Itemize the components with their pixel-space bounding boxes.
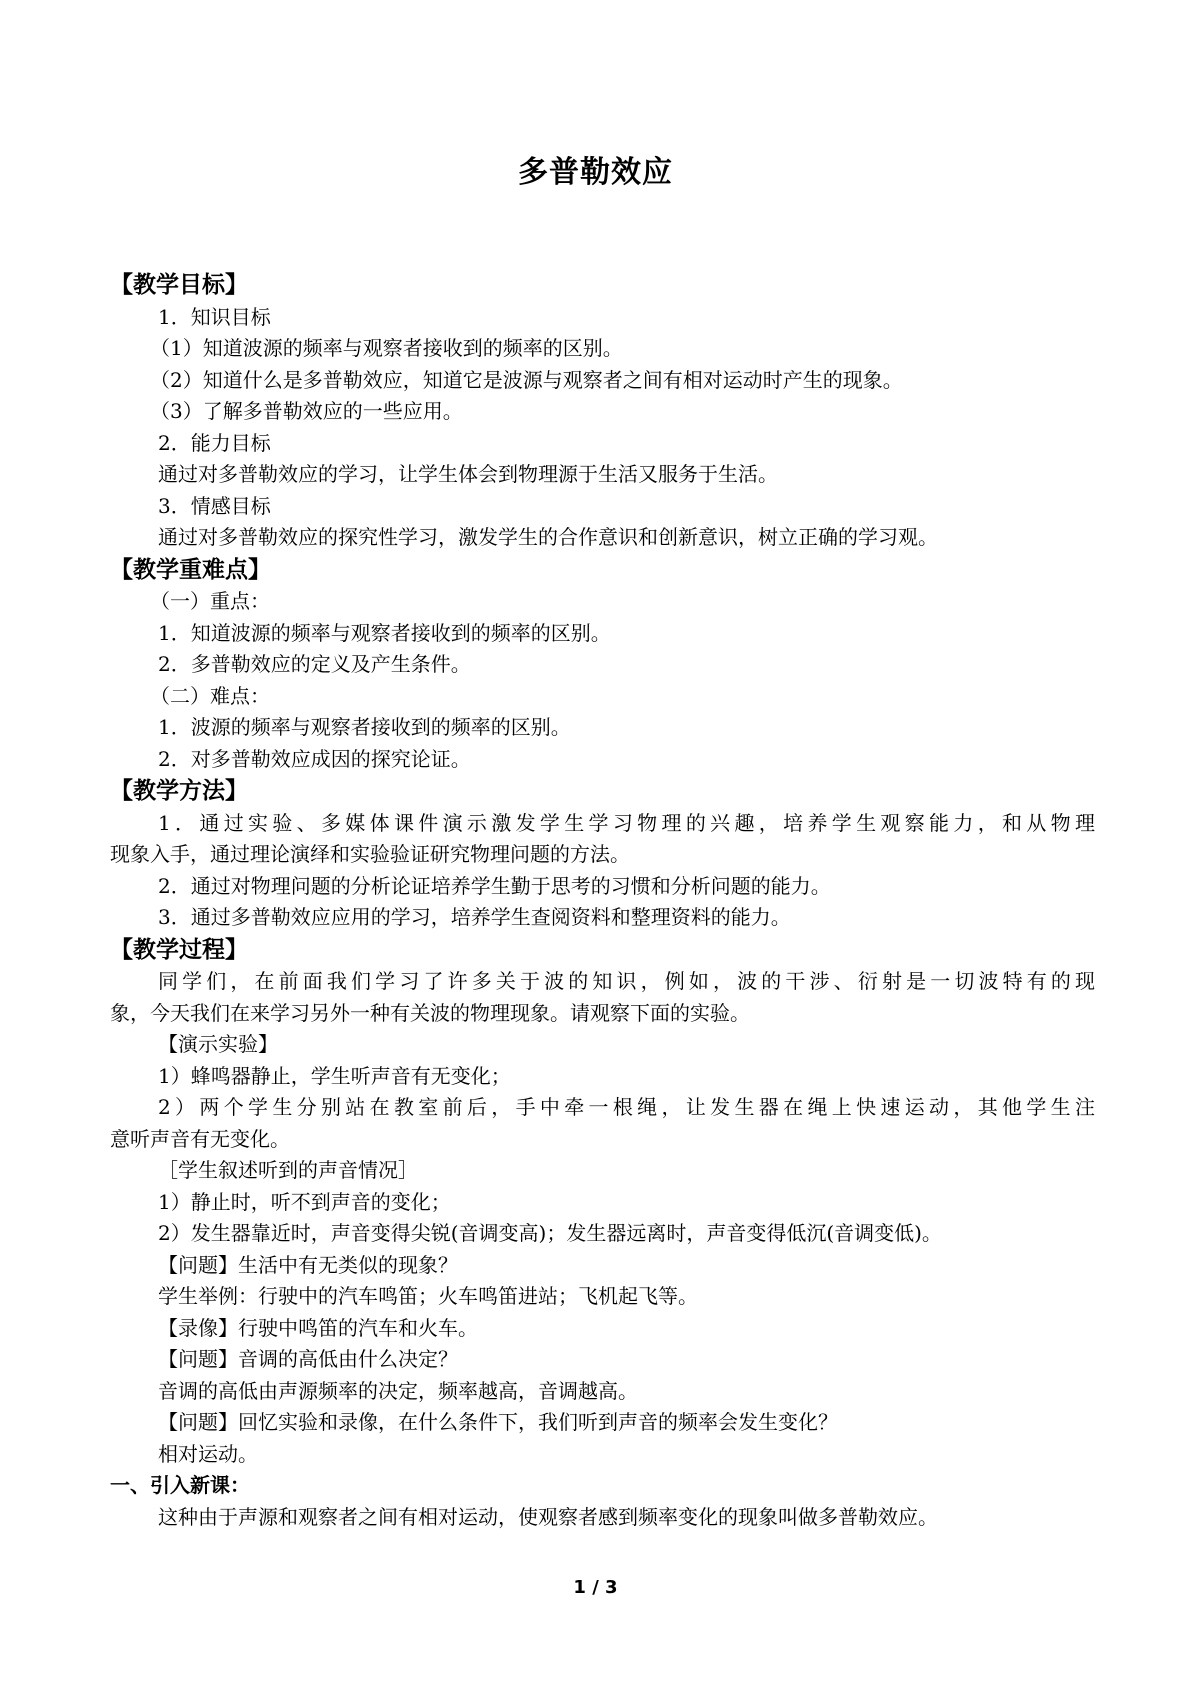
demo-step-1: 1）蜂鸣器静止，学生听声音有无变化； bbox=[158, 1063, 511, 1088]
key-point-1: 1．知道波源的频率与观察者接收到的频率的区别。 bbox=[158, 620, 611, 645]
student-description-label: ［学生叙述听到的声音情况］ bbox=[158, 1158, 418, 1182]
process-intro-line-1: 同学们，在前面我们学习了许多关于波的知识，例如，波的干涉、衍射是一切波特有的现 bbox=[158, 969, 1095, 993]
key-points-title: （一）重点： bbox=[150, 589, 270, 613]
method-3: 3．通过多普勒效应应用的学习，培养学生查阅资料和整理资料的能力。 bbox=[158, 905, 791, 929]
method-2: 2．通过对物理问题的分析论证培养学生勤于思考的习惯和分析问题的能力。 bbox=[158, 873, 831, 898]
process-intro-line-2: 象，今天我们在来学习另外一种有关波的物理现象。请观察下面的实验。 bbox=[110, 1000, 750, 1025]
answer-1: 学生举例：行驶中的汽车鸣笛；火车鸣笛进站；飞机起飞等。 bbox=[158, 1284, 698, 1308]
question-3: 【问题】回忆实验和录像，在什么条件下，我们听到声音的频率会发生变化？ bbox=[158, 1410, 838, 1434]
objective-knowledge-item-2: （2）知道什么是多普勒效应，知道它是波源与观察者之间有相对运动时产生的现象。 bbox=[150, 367, 903, 392]
section-heading-intro: 一、引入新课： bbox=[110, 1473, 250, 1497]
objective-emotion-text: 通过对多普勒效应的探究性学习，激发学生的合作意识和创新意识，树立正确的学习观。 bbox=[158, 525, 938, 549]
question-2: 【问题】音调的高低由什么决定？ bbox=[158, 1347, 458, 1371]
demo-step-2-line-2: 意听声音有无变化。 bbox=[110, 1126, 290, 1151]
section-heading-key-points: 【教学重难点】 bbox=[110, 556, 271, 583]
objective-emotion-title: 3．情感目标 bbox=[158, 493, 271, 518]
difficult-point-1: 1．波源的频率与观察者接收到的频率的区别。 bbox=[158, 715, 571, 739]
section-heading-objectives: 【教学目标】 bbox=[110, 272, 248, 298]
demo-step-2-line-1: 2）两个学生分别站在教室前后，手中牵一根绳，让发生器在绳上快速运动，其他学生注 bbox=[158, 1095, 1095, 1119]
objective-knowledge-item-1: （1）知道波源的频率与观察者接收到的频率的区别。 bbox=[150, 336, 623, 360]
section-heading-methods: 【教学方法】 bbox=[110, 778, 248, 804]
answer-3: 相对运动。 bbox=[158, 1441, 258, 1466]
objective-ability-text: 通过对多普勒效应的学习，让学生体会到物理源于生活又服务于生活。 bbox=[158, 462, 778, 486]
page-number: 1 / 3 bbox=[573, 1577, 618, 1598]
document-body bbox=[110, 269, 1095, 1533]
key-point-2: 2．多普勒效应的定义及产生条件。 bbox=[158, 652, 471, 676]
student-observation-2: 2）发生器靠近时，声音变得尖锐(音调变高)；发生器远离时，声音变得低沉(音调变低)。 bbox=[158, 1221, 942, 1245]
difficult-points-title: （二）难点： bbox=[150, 683, 270, 708]
question-1: 【问题】生活中有无类似的现象？ bbox=[158, 1252, 458, 1277]
objective-knowledge-item-3: （3）了解多普勒效应的一些应用。 bbox=[150, 399, 463, 423]
student-observation-1: 1）静止时，听不到声音的变化； bbox=[158, 1189, 451, 1214]
answer-2: 音调的高低由声源频率的决定，频率越高，音调越高。 bbox=[158, 1378, 638, 1403]
method-1-line-2: 现象入手，通过理论演绎和实验验证研究物理问题的方法。 bbox=[110, 842, 630, 866]
document-title: 多普勒效应 bbox=[518, 155, 673, 190]
difficult-point-2: 2．对多普勒效应成因的探究论证。 bbox=[158, 746, 471, 771]
video-label: 【录像】行驶中鸣笛的汽车和火车。 bbox=[158, 1315, 478, 1340]
method-1-line-1: 1．通过实验、多媒体课件演示激发学生学习物理的兴趣，培养学生观察能力，和从物理 bbox=[158, 810, 1095, 835]
intro-definition: 这种由于声源和观察者之间有相对运动，使观察者感到频率变化的现象叫做多普勒效应。 bbox=[158, 1504, 938, 1529]
demo-experiment-label: 【演示实验】 bbox=[158, 1032, 278, 1056]
section-heading-process: 【教学过程】 bbox=[110, 936, 248, 963]
objective-ability-title: 2．能力目标 bbox=[158, 430, 271, 455]
objective-knowledge-title: 1．知识目标 bbox=[158, 304, 271, 329]
